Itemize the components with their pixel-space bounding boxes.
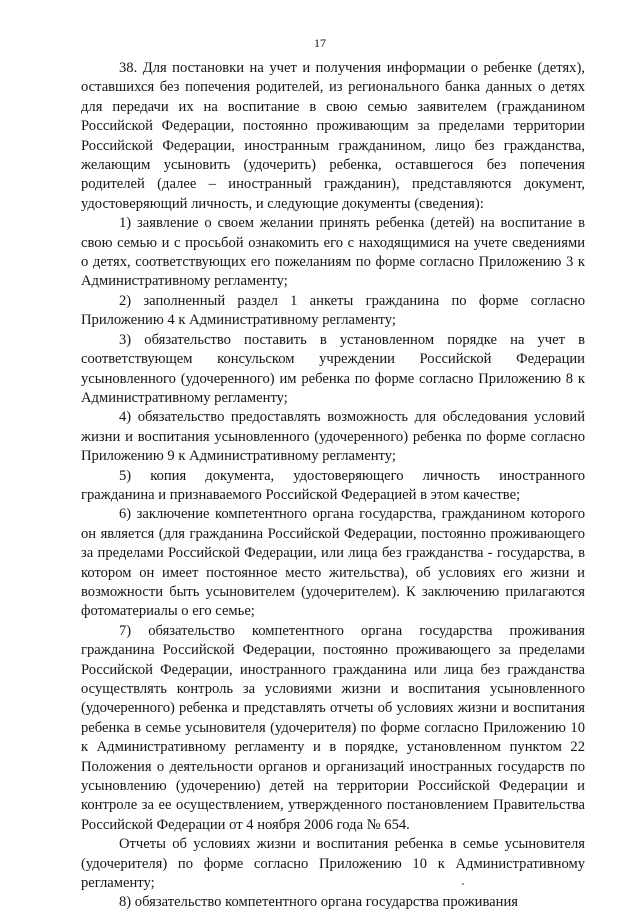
document-body — [81, 59, 585, 913]
list-item-2: 2) заполненный раздел 1 анкеты гражданина по форме согласно Приложению 4 к Административному регламенту; — [81, 292, 585, 329]
list-item-8: 8) обязательство компетентного органа государства проживания — [119, 894, 518, 911]
scan-speck — [462, 883, 464, 885]
list-item-3: 3) обязательство поставить в установленном порядке на учет в соответствующем консульском учреждении Российской Федерации усыновленного (удочеренного) им ребенка по форме согласно Приложению 8 к Административному регламенту; — [81, 331, 585, 406]
list-item-6: 6) заключение компетентного органа государства, гражданином которого он является (для гражданина Российской Федерации, постоянно проживающего за пределами Российской Федерации, или лица без гражданства - государства, в котором он имеет постоянное место жительства), об условиях его жизни и возможности быть усыновителем (удочерителем). К заключению прилагаются фотоматериалы о его семье; — [81, 506, 585, 620]
list-item-5: 5) копия документа, удостоверяющего личность иностранного гражданина и признаваемого Российской Федерацией в этом качестве; — [81, 467, 585, 503]
reports-paragraph: Отчеты об условиях жизни и воспитания ребенка в семье усыновителя (удочерителя) по форме согласно Приложению 10 к Административному регламенту; — [81, 836, 585, 892]
list-item-7: 7) обязательство компетентного органа государства проживания гражданина Российской Федерации, постоянно проживающего за пределами Российской Федерации, иностранного гражданина или лица без гражданства осуществлять контроль за условиями жизни и воспитания усыновленного (удочеренного) ребенка и представлять отчеты об условиях жизни и воспитания ребенка в семье усыновителя (удочерителя) по форме согласно Приложению 10 к Административному регламенту и в порядке, установленном пунктом 22 Положения о деятельности органов и организаций иностранных государств по усыновлению (удочерению) детей на территории Российской Федерации и контроле за ее осуществлением, утвержденного постановлением Правительства Российской Федерации от 4 ноября 2006 года № 654. — [81, 622, 585, 833]
list-item-4: 4) обязательство предоставлять возможность для обследования условий жизни и воспитания усыновленного (удочеренного) ребенка по форме согласно Приложению 9 к Административному регламенту; — [81, 409, 585, 465]
list-item-1: 1) заявление о своем желании принять ребенка (детей) на воспитание в свою семью и с просьбой ознакомить его с находящимися на учете сведениями о детях, соответствующих его пожеланиям по форме согласно Приложению 3 к Административному регламенту; — [81, 215, 585, 290]
paragraph-38-intro: 38. Для постановки на учет и получения информации о ребенке (детях), оставшихся без попечения родителей, из регионального банка данных о детях для передачи их на воспитание в свою семью заявителем (гражданином Российской Федерации, постоянно проживающим за пределами территории Российской Федерации, иностранным гражданином, лицо без гражданства, желающим усыновить (удочерить) ребенка, оставшегося без попечения родителей (далее – иностранный гражданин), представляются документ, удостоверяющий личность, и следующие документы (сведения): — [81, 60, 585, 212]
page-number: 17 — [314, 36, 326, 50]
